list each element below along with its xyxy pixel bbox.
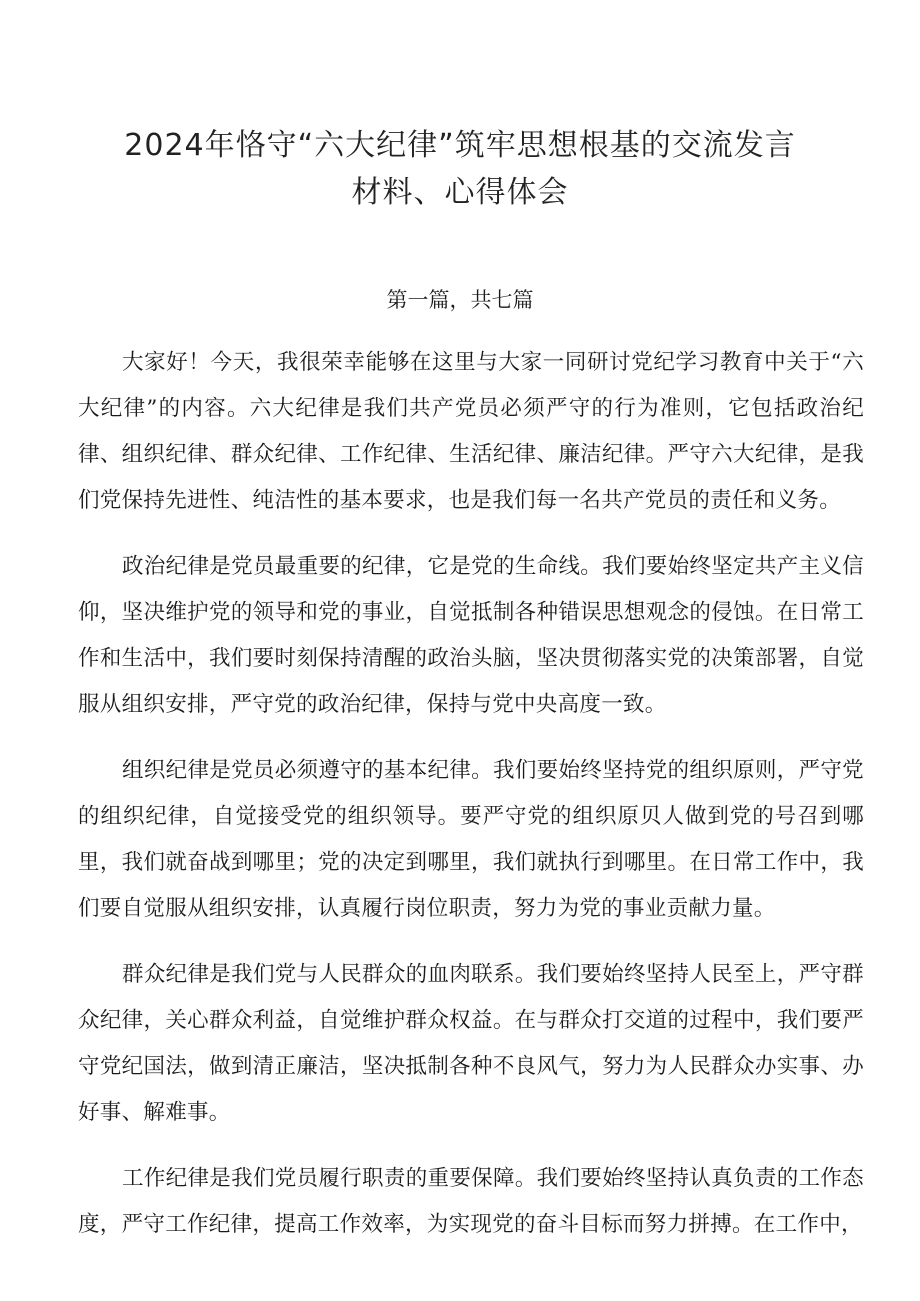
paragraph: 工作纪律是我们党员履行职责的重要保障。我们要始终坚持认真负责的工作态度，严守工作纪律，提高工作效率，为实现党的奋斗目标而努力拼搏。在工作中， xyxy=(78,1166,864,1237)
paragraph: 大家好！今天，我很荣幸能够在这里与大家一同研讨党纪学习教育中关于“六大纪律”的内容。六大纪律是我们共产党员必须严守的行为准则，它包括政治纪律、组织纪律、群众纪律、工作纪律、生活纪律、廉洁纪律。严守六大纪律，是我们党保持先进性、纯洁性的基本要求，也是我们每一名共产党员的责任和义务。 xyxy=(78,350,864,513)
document-title-line-1: 2024年恪守“六大纪律”筑牢思想根基的交流发言 xyxy=(124,128,796,163)
paragraph: 群众纪律是我们党与人民群众的血肉联系。我们要始终坚持人民至上，严守群众纪律，关心群众利益，自觉维护群众权益。在与群众打交道的过程中，我们要严守党纪国法，做到清正廉洁，坚决抵制各种不良风气，努力为人民群众办实事、办好事、解难事。 xyxy=(78,962,864,1125)
paragraph: 组织纪律是党员必须遵守的基本纪律。我们要始终坚持党的组织原则，严守党的组织纪律，自觉接受党的组织领导。要严守党的组织原贝人做到党的号召到哪里，我们就奋战到哪里；党的决定到哪里，我们就执行到哪里。在日常工作中，我们要自觉服从组织安排，认真履行岗位职责，努力为党的事业贡献力量。 xyxy=(78,758,864,921)
document-body xyxy=(78,340,864,1268)
document-title-line-2: 材料、心得体会 xyxy=(351,175,569,210)
section-label: 第一篇，共七篇 xyxy=(386,288,534,312)
paragraph: 政治纪律是党员最重要的纪律，它是党的生命线。我们要始终坚定共产主义信仰，坚决维护党的领导和党的事业，自觉抵制各种错误思想观念的侵蚀。在日常工作和生活中，我们要时刻保持清醒的政治头脑，坚决贯彻落实党的决策部署，自觉服从组织安排，严守党的政治纪律，保持与党中央高度一致。 xyxy=(78,554,864,717)
